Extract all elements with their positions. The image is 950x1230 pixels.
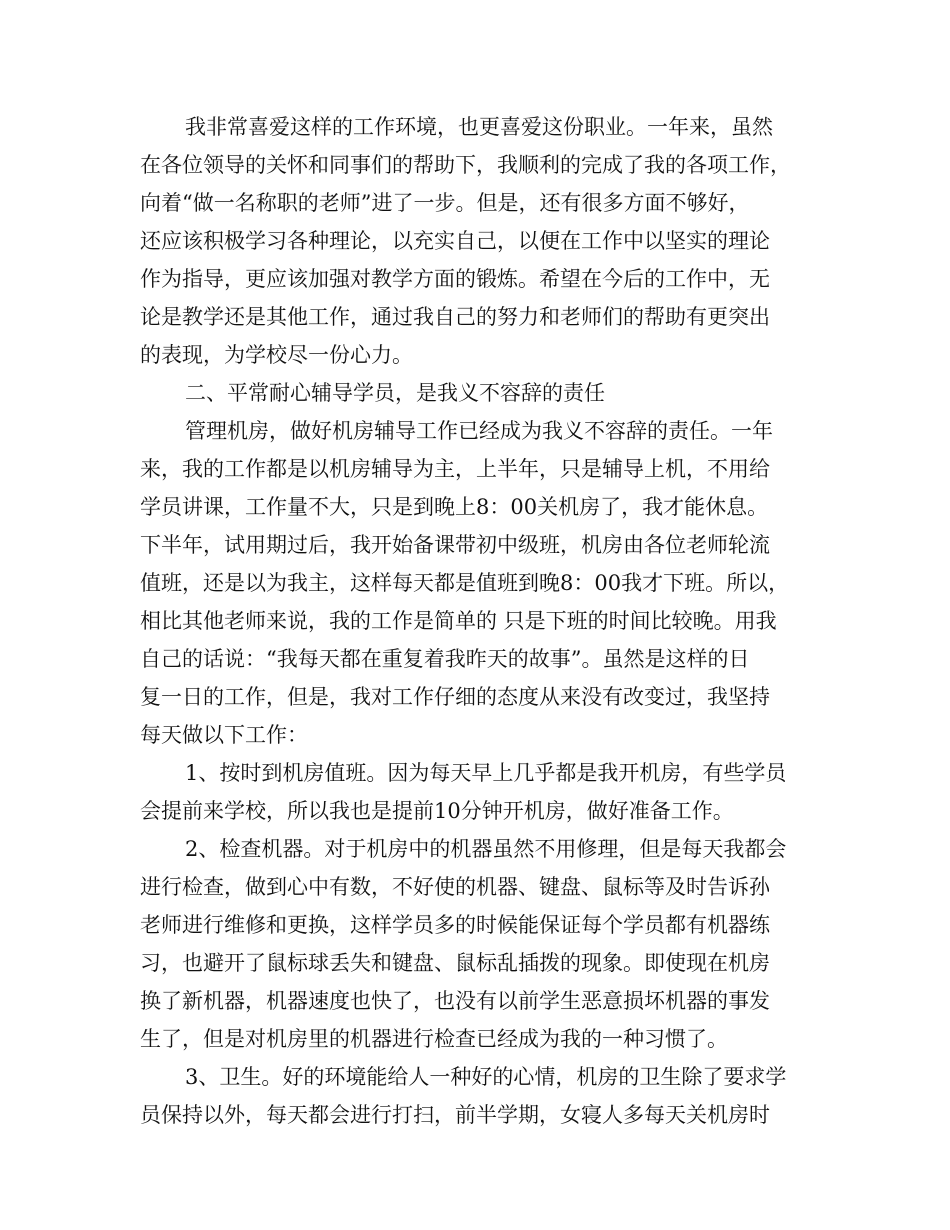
text-line: 管理机房，做好机房辅导工作已经成为我义不容辞的责任。一年	[185, 419, 773, 443]
text-line: 作为指导，更应该加强对教学方面的锻炼。希望在今后的工作中，无	[140, 267, 770, 291]
text-line: 3、卫生。好的环境能给人一种好的心情，机房的卫生除了要求学	[185, 1065, 787, 1089]
document-body	[140, 108, 810, 1134]
text-line: 向着“做一名称职的老师”进了一步。但是，还有很多方面不够好，	[140, 191, 750, 215]
text-line: 的表现，为学校尽一份心力。	[140, 343, 413, 367]
text-line: 进行检查，做到心中有数，不好使的机器、键盘、鼠标等及时告诉孙	[140, 875, 770, 899]
text-line: 下半年，试用期过后，我开始备课带初中级班，机房由各位老师轮流	[140, 533, 770, 557]
text-line: 自己的话说：“我每天都在重复着我昨天的故事”。虽然是这样的日	[140, 647, 750, 671]
text-line: 值班，还是以为我主，这样每天都是值班到晚8：00我才下班。所以，	[140, 571, 790, 595]
text-line: 复一日的工作，但是，我对工作仔细的态度从来没有改变过，我坚持	[140, 685, 770, 709]
text-line: 老师进行维修和更换，这样学员多的时候能保证每个学员都有机器练	[140, 913, 770, 937]
text-line: 相比其他老师来说，我的工作是简单的 只是下班的时间比较晚。用我	[140, 609, 777, 633]
text-line: 在各位领导的关怀和同事们的帮助下，我顺利的完成了我的各项工作，	[140, 153, 791, 177]
text-line: 1、按时到机房值班。因为每天早上几乎都是我开机房，有些学员	[185, 761, 787, 785]
text-line: 来，我的工作都是以机房辅导为主，上半年，只是辅导上机，不用给	[140, 457, 770, 481]
text-line: 会提前来学校，所以我也是提前10分钟开机房，做好准备工作。	[140, 799, 734, 823]
text-line: 员保持以外，每天都会进行打扫，前半学期，女寝人多每天关机房时	[140, 1103, 770, 1127]
text-line: 论是教学还是其他工作，通过我自己的努力和老师们的帮助有更突出	[140, 305, 770, 329]
text-line: 生了，但是对机房里的机器进行检查已经成为我的一种习惯了。	[140, 1027, 728, 1051]
text-line: 学员讲课，工作量不大，只是到晚上8：00关机房了，我才能休息。	[140, 495, 769, 519]
text-line: 2、检查机器。对于机房中的机器虽然不用修理，但是每天我都会	[185, 837, 787, 861]
text-line: 每天做以下工作：	[140, 723, 308, 747]
text-line: 还应该积极学习各种理论，以充实自己，以便在工作中以坚实的理论	[140, 229, 770, 253]
text-line: 二、平常耐心辅导学员，是我义不容辞的责任	[185, 381, 605, 405]
text-line: 习，也避开了鼠标球丢失和键盘、鼠标乱插拨的现象。即使现在机房	[140, 951, 770, 975]
text-line: 换了新机器，机器速度也快了，也没有以前学生恶意损坏机器的事发	[140, 989, 770, 1013]
text-line: 我非常喜爱这样的工作环境，也更喜爱这份职业。一年来，虽然	[185, 115, 773, 139]
